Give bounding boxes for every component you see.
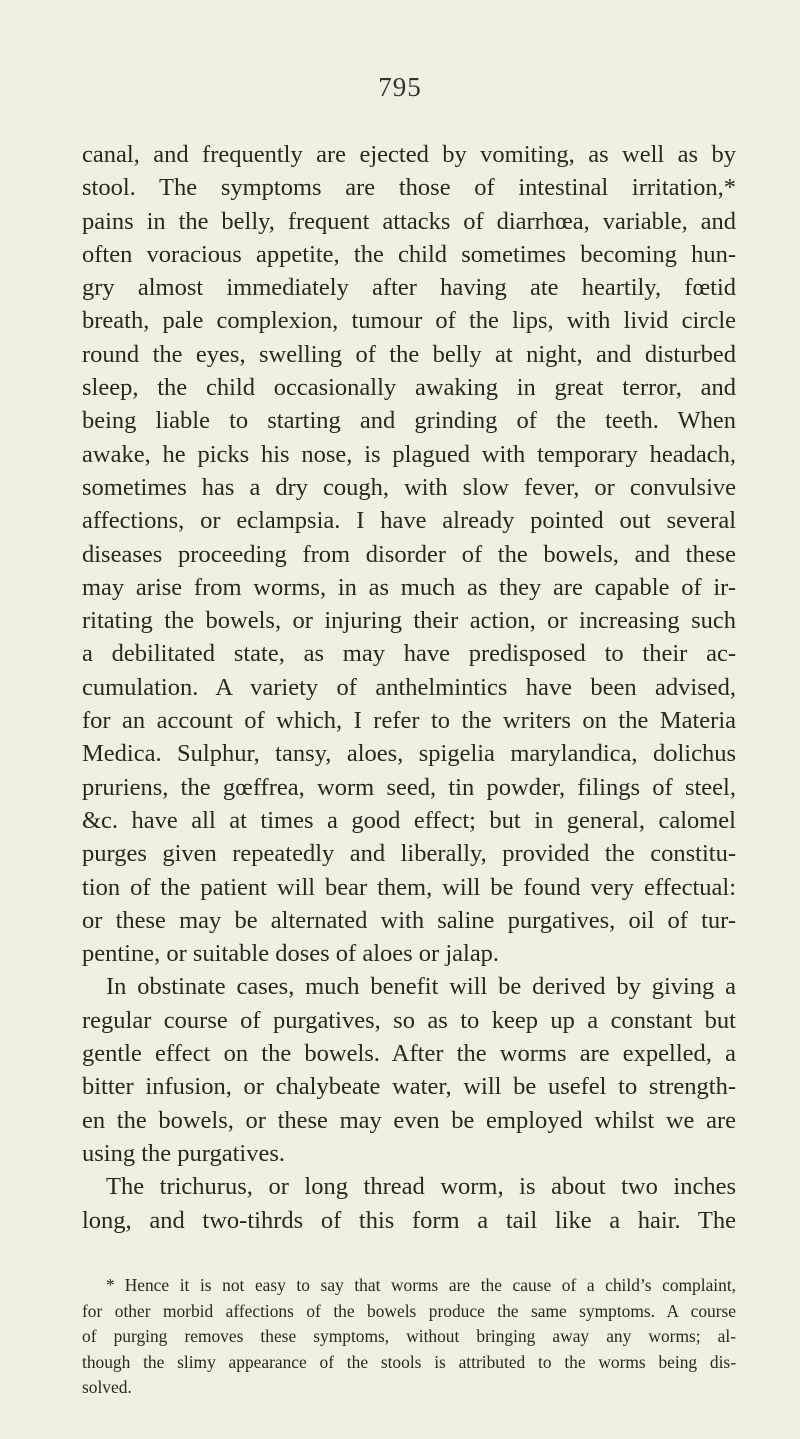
text-line: round the eyes, swelling of the belly at night, and disturbed [82, 340, 736, 368]
text-line: regular course of purgatives, so as to keep up a constant but [82, 1006, 736, 1034]
text-line: Medica. Sulphur, tansy, aloes, spigelia marylandica, dolichus [82, 740, 736, 768]
text-line: awake, he picks his nose, is plagued with temporary headach, [82, 440, 736, 468]
footnote-marker: * [106, 1275, 115, 1295]
text-line: may arise from worms, in as much as they are capable of ir- [82, 573, 736, 601]
text-line: being liable to starting and grinding of the teeth. When [82, 407, 736, 435]
footnote-line: solved. [82, 1377, 132, 1397]
text-line: for an account of which, I refer to the writers on the Materia [82, 707, 736, 735]
text-line: pruriens, the gœffrea, worm seed, tin powder, filings of steel, [82, 773, 736, 801]
text-line: diseases proceeding from disorder of the bowels, and these [82, 540, 736, 568]
text-line: ritating the bowels, or injuring their action, or increasing such [82, 607, 736, 635]
footnote-line: of purging removes these symptoms, without bringing away any worms; al- [82, 1326, 736, 1346]
text-line: &c. have all at times a good effect; but in general, calomel [82, 806, 736, 834]
footnote [82, 1273, 736, 1401]
text-line: long, and two-tihrds of this form a tail like a hair. The [82, 1206, 736, 1234]
footnote-line: for other morbid affections of the bowels produce the same symptoms. A course [82, 1300, 736, 1321]
text-line: tion of the patient will bear them, will be found very effectual: [82, 873, 736, 901]
text-line: bitter infusion, or chalybeate water, will be usefel to strength- [82, 1073, 736, 1101]
text-line: sleep, the child occasionally awaking in great terror, and [82, 374, 736, 402]
footnote-line [82, 1273, 736, 1299]
text-line: a debilitated state, as may have predisposed to their ac- [82, 640, 736, 668]
text-line: purges given repeatedly and liberally, provided the constitu- [82, 840, 736, 868]
text-line: affections, or eclampsia. I have already pointed out several [82, 507, 736, 535]
text-line: sometimes has a dry cough, with slow fever, or convulsive [82, 473, 736, 501]
paragraph-end-line: pentine, or suitable doses of aloes or jalap. [82, 940, 500, 968]
text-line: pains in the belly, frequent attacks of diarrhœa, variable, and [82, 207, 736, 235]
text-line: en the bowels, or these may even be employed whilst we are [82, 1106, 736, 1134]
text-line: gry almost immediately after having ate heartily, fœtid [82, 274, 736, 302]
text-line: canal, and frequently are ejected by vomiting, as well as by [82, 141, 736, 168]
paragraph-end-line: using the purgatives. [82, 1139, 286, 1167]
text-line: breath, pale complexion, tumour of the lips, with livid circle [82, 307, 736, 335]
footnote-line: though the slimy appearance of the stools is attributed to the worms being dis- [82, 1351, 736, 1372]
footnote-text: Hence it is not easy to say that worms are the cause of a child’s complaint, [124, 1275, 736, 1295]
text-line: or these may be alternated with saline purgatives, oil of tur- [82, 906, 736, 934]
text-line: cumulation. A variety of anthelmintics have been advised, [82, 673, 736, 701]
text-line: often voracious appetite, the child sometimes becoming hun- [82, 240, 736, 268]
paragraph-start-line: In obstinate cases, much benefit will be derived by giving a [106, 973, 736, 1001]
text-line: stool. The symptoms are those of intestinal irritation,* [82, 174, 736, 202]
paragraph-start-line: The trichurus, or long thread worm, is about two inches [106, 1173, 736, 1201]
text-line: gentle effect on the bowels. After the worms are expelled, a [82, 1040, 736, 1068]
page-number: 795 [378, 72, 422, 102]
body-text [82, 138, 736, 1237]
